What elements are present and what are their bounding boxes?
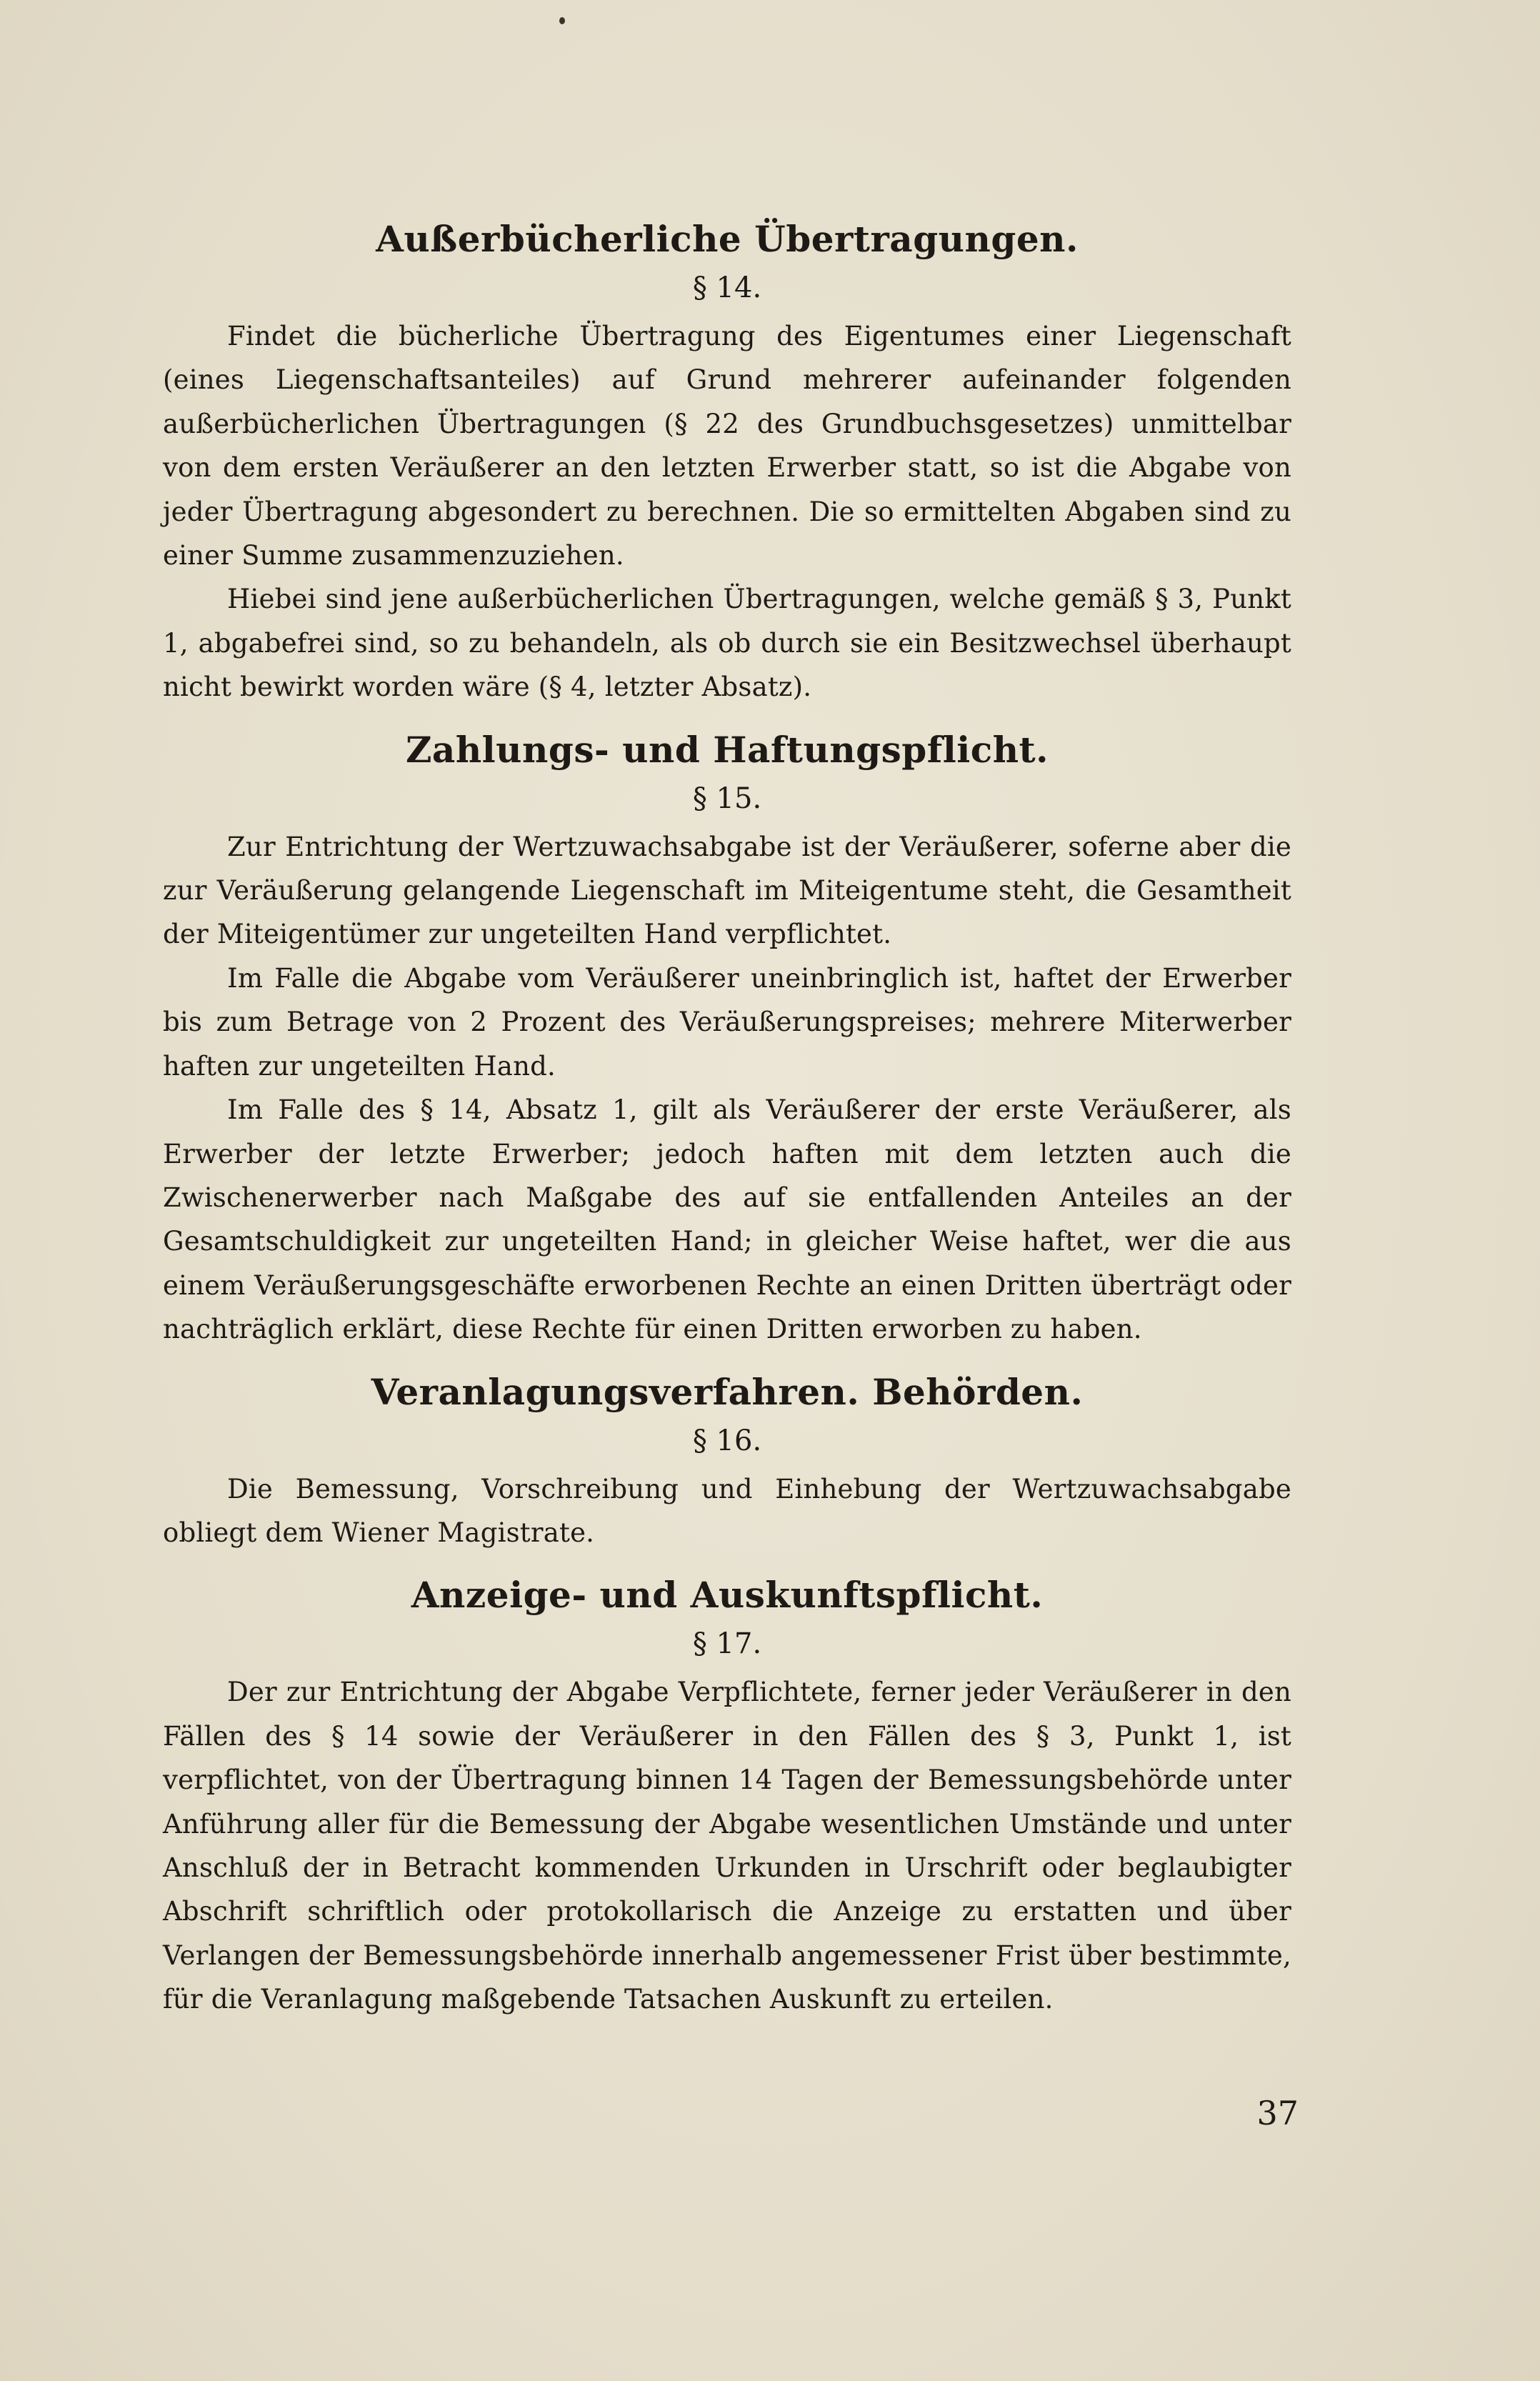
section-heading: Anzeige- und Auskunftspflicht. [411,1574,1044,1617]
section-number: § 16. [692,1424,762,1457]
section-heading: Veranlagungsverfahren. Behörden. [371,1370,1084,1413]
text-column [163,214,1291,2022]
section-number: § 14. [692,271,762,304]
page-number: 37 [1256,2094,1299,2132]
paragraph: Hiebei sind jene außerbücherlichen Übertragungen, welche gemäß § 3, Punkt 1, abgabefrei sind, so zu behandeln, als ob durch sie ein Besitzwechsel überhaupt nicht bewirkt worden wäre (§ 4, letzter Absatz). [163,584,1291,703]
ink-speck [559,17,565,24]
paragraph: Im Falle des § 14, Absatz 1, gilt als Veräußerer der erste Veräußerer, als Erwerber der letzte Erwerber; jedoch haften mit dem letzten auch die Zwischenerwerber nach Maßgabe des auf sie entfallenden Anteiles an der Gesamtschuldigkeit zur ungeteilten Hand; in gleicher Weise haftet, wer die aus einem Veräußerungsgeschäfte erworbenen Rechte an einen Dritten überträgt oder nachträglich erklärt, diese Rechte für einen Dritten erworben zu haben. [163,1094,1291,1345]
section-heading: Zahlungs- und Haftungspflicht. [405,728,1049,771]
paragraph: Im Falle die Abgabe vom Veräußerer uneinbringlich ist, haftet der Erwerber bis zum Betrage von 2 Prozent des Veräußerungspreises; mehrere Miterwerber haften zur ungeteilten Hand. [163,962,1291,1082]
paragraph: Der zur Entrichtung der Abgabe Verpflichtete, ferner jeder Veräußerer in den Fällen des § 14 sowie der Veräußerer in den Fällen des § 3, Punkt 1, ist verpflichtet, von der Übertragung binnen 14 Tagen der Bemessungsbehörde unter Anführung aller für die Bemessung der Abgabe wesentlichen Umstände und unter Anschluß der in Betracht kommenden Urkunden in Urschrift oder beglaubigter Abschrift schriftlich oder protokollarisch die Anzeige zu erstatten und über Verlangen der Bemessungsbehörde innerhalb angemessener Frist über bestimmte, für die Veranlagung maßgebende Tatsachen Auskunft zu erteilen. [163,1677,1291,2015]
section-heading: Außerbücherliche Übertragungen. [376,218,1079,260]
paragraph: Zur Entrichtung der Wertzuwachsabgabe ist der Veräußerer, soferne aber die zur Veräußerung gelangende Liegenschaft im Miteigentume steht, die Gesamtheit der Miteigentümer zur ungeteilten Hand verpflichtet. [163,831,1291,950]
section-number: § 15. [692,782,762,815]
section-number: § 17. [692,1627,762,1661]
paragraph: Findet die bücherliche Übertragung des Eigentumes einer Liegenschaft (eines Liegenschaftsanteiles) auf Grund mehrerer aufeinander folgenden außerbücherlichen Übertragungen (§ 22 des Grundbuchsgesetzes) unmittelbar von dem ersten Veräußerer an den letzten Erwerber statt, so ist die Abgabe von jeder Übertragung abgesondert zu berechnen. Die so ermittelten Abgaben sind zu einer Summe zusammenzuziehen. [163,321,1291,571]
paragraph: Die Bemessung, Vorschreibung und Einhebung der Wertzuwachsabgabe obliegt dem Wiener Magistrate. [163,1473,1291,1548]
